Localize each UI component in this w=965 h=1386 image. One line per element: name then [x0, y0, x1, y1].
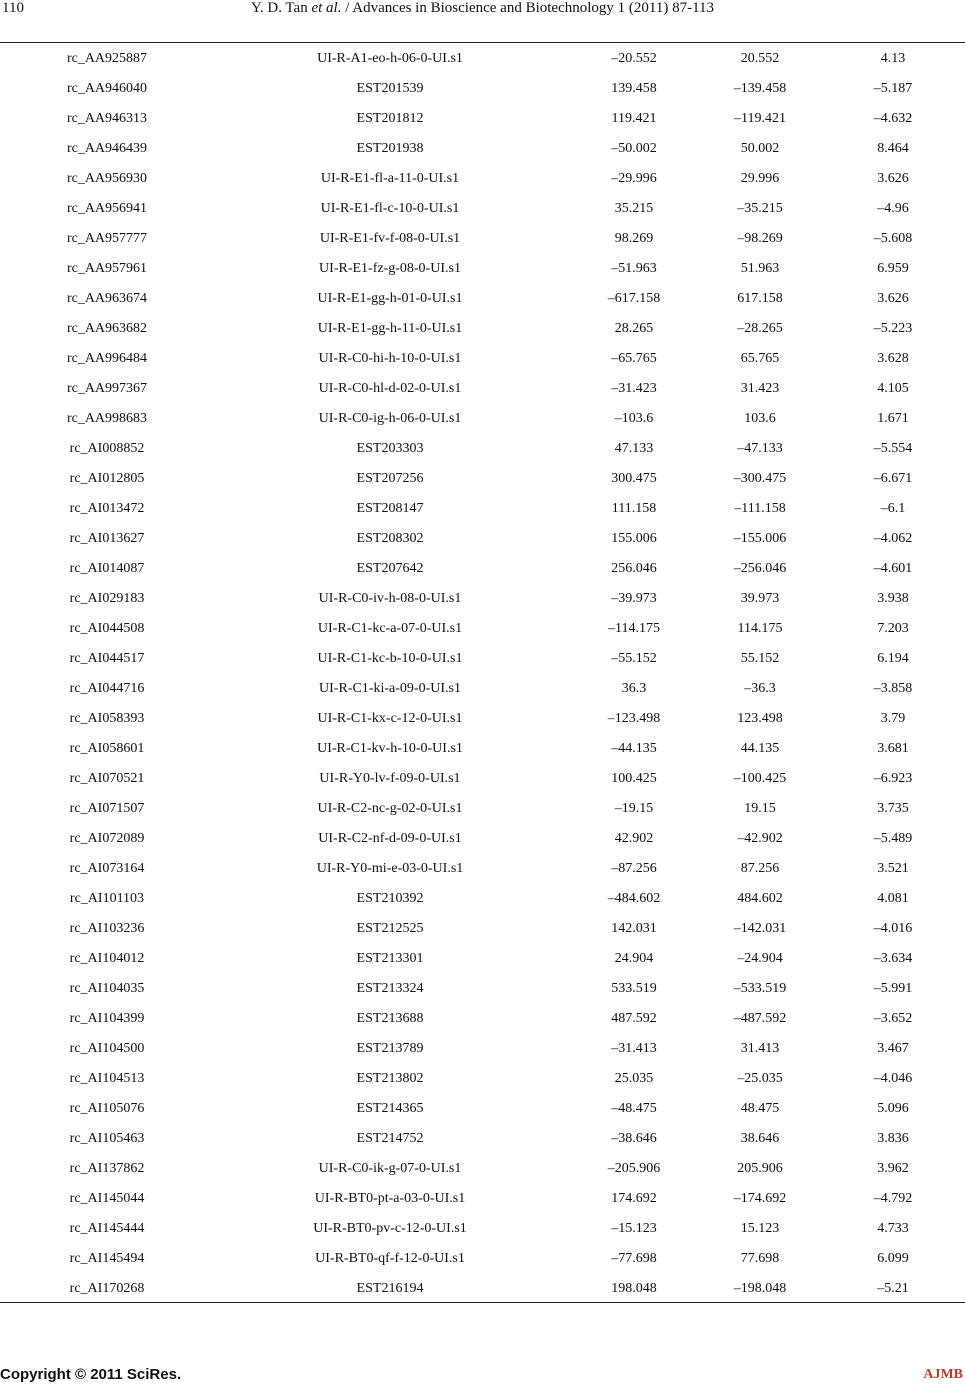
- clone-id-cell: UI-R-Y0-mi-e-03-0-UI.s1: [316, 861, 464, 876]
- value-b-cell: –155.006: [733, 531, 787, 546]
- clone-id-cell: EST207642: [356, 561, 424, 576]
- score-cell: 3.79: [880, 711, 906, 726]
- clone-id-cell: EST213802: [356, 1071, 424, 1086]
- value-a-cell: –50.002: [611, 141, 657, 156]
- table-row: [0, 673, 965, 703]
- gene-id-cell: rc_AI101103: [69, 891, 145, 906]
- gene-id-cell: rc_AA956941: [66, 201, 148, 216]
- gene-id-cell: rc_AI145444: [69, 1221, 145, 1236]
- gene-id-cell: rc_AI044517: [69, 651, 145, 666]
- header-authors: Y. D. Tan: [250, 0, 312, 16]
- clone-id-cell: EST201812: [356, 111, 424, 126]
- value-a-cell: –55.152: [611, 651, 657, 666]
- score-cell: 3.962: [877, 1161, 909, 1176]
- clone-id-cell: UI-R-C0-ig-h-06-0-UI.s1: [318, 411, 462, 426]
- clone-id-cell: EST207256: [356, 471, 424, 486]
- clone-id-cell: UI-R-C2-nf-d-09-0-UI.s1: [318, 831, 462, 846]
- value-b-cell: 55.152: [740, 651, 780, 666]
- value-b-cell: 103.6: [744, 411, 776, 426]
- value-a-cell: 155.006: [611, 531, 657, 546]
- clone-id-cell: UI-R-C1-kx-c-12-0-UI.s1: [317, 711, 463, 726]
- score-cell: 6.194: [877, 651, 909, 666]
- value-b-cell: –36.3: [744, 681, 776, 696]
- table-row: [0, 403, 965, 433]
- table-row: [0, 1003, 965, 1033]
- value-a-cell: –484.602: [607, 891, 661, 906]
- clone-id-cell: UI-R-E1-fl-c-10-0-UI.s1: [320, 201, 460, 216]
- table-row: [0, 1063, 965, 1093]
- value-b-cell: 19.15: [744, 801, 776, 816]
- clone-id-cell: UI-R-C0-iv-h-08-0-UI.s1: [318, 591, 462, 606]
- table-row: [0, 253, 965, 283]
- gene-id-cell: rc_AI145494: [69, 1251, 145, 1266]
- score-cell: –4.601: [873, 561, 913, 576]
- score-cell: –5.608: [873, 231, 913, 246]
- score-cell: –5.554: [873, 441, 913, 456]
- clone-id-cell: EST214752: [356, 1131, 424, 1146]
- header-et-al: et al.: [311, 0, 342, 16]
- value-b-cell: –256.046: [733, 561, 787, 576]
- clone-id-cell: UI-R-E1-fv-f-08-0-UI.s1: [319, 231, 461, 246]
- score-cell: 6.959: [877, 261, 909, 276]
- clone-id-cell: UI-R-C1-kc-a-07-0-UI.s1: [317, 621, 463, 636]
- gene-id-cell: rc_AA963682: [66, 321, 148, 336]
- value-a-cell: 100.425: [611, 771, 657, 786]
- page-number: 110: [2, 0, 24, 16]
- gene-id-cell: rc_AA996484: [66, 351, 148, 366]
- gene-id-cell: rc_AA956930: [66, 171, 148, 186]
- value-a-cell: 256.046: [611, 561, 657, 576]
- table-row: [0, 193, 965, 223]
- score-cell: 4.105: [877, 381, 909, 396]
- table-row: [0, 823, 965, 853]
- gene-id-cell: rc_AA925887: [66, 51, 148, 66]
- value-b-cell: 51.963: [740, 261, 780, 276]
- value-b-cell: –28.265: [737, 321, 783, 336]
- score-cell: –3.652: [873, 1011, 913, 1026]
- table-row: [0, 763, 965, 793]
- footer-journal-abbrev: AJMB: [923, 1367, 963, 1382]
- score-cell: 6.099: [877, 1251, 909, 1266]
- clone-id-cell: EST208302: [356, 531, 424, 546]
- table-row: [0, 103, 965, 133]
- table-row: [0, 1273, 965, 1303]
- value-b-cell: 484.602: [737, 891, 783, 906]
- table-row: [0, 793, 965, 823]
- value-b-cell: 15.123: [740, 1221, 780, 1236]
- clone-id-cell: EST216194: [356, 1281, 424, 1296]
- gene-id-cell: rc_AI137862: [69, 1161, 145, 1176]
- value-a-cell: –87.256: [611, 861, 657, 876]
- gene-id-cell: rc_AI104500: [69, 1041, 145, 1056]
- value-b-cell: 31.423: [740, 381, 780, 396]
- table-bottom-rule: [0, 1302, 965, 1303]
- clone-id-cell: UI-R-C2-nc-g-02-0-UI.s1: [317, 801, 463, 816]
- value-a-cell: –15.123: [611, 1221, 657, 1236]
- value-b-cell: –198.048: [733, 1281, 787, 1296]
- clone-id-cell: UI-R-C1-kv-h-10-0-UI.s1: [317, 741, 463, 756]
- clone-id-cell: EST208147: [356, 501, 424, 516]
- value-a-cell: 47.133: [614, 441, 654, 456]
- value-a-cell: 24.904: [614, 951, 654, 966]
- value-a-cell: 25.035: [614, 1071, 654, 1086]
- value-b-cell: –100.425: [733, 771, 787, 786]
- score-cell: –5.991: [873, 981, 913, 996]
- score-cell: 3.626: [877, 291, 909, 306]
- table-row: [0, 163, 965, 193]
- score-cell: –6.671: [873, 471, 913, 486]
- value-b-cell: –98.269: [737, 231, 783, 246]
- score-cell: 4.081: [877, 891, 909, 906]
- value-a-cell: 533.519: [611, 981, 657, 996]
- table-row: [0, 733, 965, 763]
- value-b-cell: –533.519: [733, 981, 787, 996]
- gene-id-cell: rc_AI029183: [69, 591, 145, 606]
- clone-id-cell: EST203303: [356, 441, 424, 456]
- score-cell: –6.1: [880, 501, 906, 516]
- value-a-cell: –31.413: [611, 1041, 657, 1056]
- score-cell: –4.632: [873, 111, 913, 126]
- table-row: [0, 313, 965, 343]
- score-cell: –5.223: [873, 321, 913, 336]
- value-a-cell: 174.692: [611, 1191, 657, 1206]
- table-row: [0, 1153, 965, 1183]
- gene-id-cell: rc_AI104513: [69, 1071, 145, 1086]
- score-cell: 1.671: [877, 411, 909, 426]
- gene-id-cell: rc_AI058601: [69, 741, 145, 756]
- value-b-cell: 87.256: [740, 861, 780, 876]
- clone-id-cell: UI-R-E1-gg-h-11-0-UI.s1: [317, 321, 463, 336]
- gene-id-cell: rc_AI013472: [69, 501, 145, 516]
- value-a-cell: 300.475: [611, 471, 657, 486]
- score-cell: –5.187: [873, 81, 913, 96]
- table-row: [0, 973, 965, 1003]
- table-row: [0, 433, 965, 463]
- clone-id-cell: EST213789: [356, 1041, 424, 1056]
- value-a-cell: –31.423: [611, 381, 657, 396]
- value-b-cell: 50.002: [740, 141, 780, 156]
- gene-id-cell: rc_AI104012: [69, 951, 145, 966]
- value-a-cell: 142.031: [611, 921, 657, 936]
- table-row: [0, 73, 965, 103]
- header-journal: / Advances in Bioscience and Biotechnology 1 (2011) 87-113: [341, 0, 715, 16]
- clone-id-cell: UI-R-BT0-qf-f-12-0-UI.s1: [315, 1251, 465, 1266]
- gene-id-cell: rc_AA957961: [66, 261, 148, 276]
- gene-id-cell: rc_AA946439: [66, 141, 148, 156]
- gene-id-cell: rc_AI105076: [69, 1101, 145, 1116]
- value-b-cell: 77.698: [740, 1251, 780, 1266]
- value-b-cell: 617.158: [737, 291, 783, 306]
- table-row: [0, 553, 965, 583]
- value-b-cell: –174.692: [733, 1191, 787, 1206]
- table-row: [0, 523, 965, 553]
- gene-id-cell: rc_AA957777: [66, 231, 148, 246]
- score-cell: 3.735: [877, 801, 909, 816]
- gene-id-cell: rc_AI044716: [69, 681, 145, 696]
- score-cell: 3.467: [877, 1041, 909, 1056]
- score-cell: –6.923: [873, 771, 913, 786]
- score-cell: 5.096: [877, 1101, 909, 1116]
- gene-id-cell: rc_AI014087: [69, 561, 145, 576]
- table-row: [0, 223, 965, 253]
- table-row: [0, 43, 965, 73]
- score-cell: 3.938: [877, 591, 909, 606]
- clone-id-cell: UI-R-BT0-pv-c-12-0-UI.s1: [313, 1221, 467, 1236]
- score-cell: 3.626: [877, 171, 909, 186]
- value-b-cell: –119.421: [734, 111, 786, 126]
- gene-id-cell: rc_AI073164: [69, 861, 145, 876]
- gene-id-cell: rc_AI044508: [69, 621, 145, 636]
- clone-id-cell: UI-R-C0-hi-h-10-0-UI.s1: [318, 351, 462, 366]
- value-a-cell: –205.906: [607, 1161, 661, 1176]
- clone-id-cell: UI-R-BT0-pt-a-03-0-UI.s1: [314, 1191, 466, 1206]
- gene-id-cell: rc_AA997367: [66, 381, 148, 396]
- score-cell: 8.464: [877, 141, 909, 156]
- score-cell: 3.521: [877, 861, 909, 876]
- score-cell: –4.046: [873, 1071, 913, 1086]
- score-cell: –4.792: [873, 1191, 913, 1206]
- value-b-cell: 205.906: [737, 1161, 783, 1176]
- gene-id-cell: rc_AI145044: [69, 1191, 145, 1206]
- table-row: [0, 1123, 965, 1153]
- table-row: [0, 463, 965, 493]
- score-cell: 4.733: [877, 1221, 909, 1236]
- clone-id-cell: EST212525: [356, 921, 424, 936]
- value-b-cell: 38.646: [740, 1131, 780, 1146]
- table-row: [0, 1243, 965, 1273]
- clone-id-cell: UI-R-E1-fz-g-08-0-UI.s1: [319, 261, 461, 276]
- table-row: [0, 583, 965, 613]
- table-row: [0, 1213, 965, 1243]
- table-row: [0, 373, 965, 403]
- value-b-cell: 123.498: [737, 711, 783, 726]
- value-b-cell: –139.458: [733, 81, 787, 96]
- gene-id-cell: rc_AI012805: [69, 471, 145, 486]
- score-cell: –5.21: [877, 1281, 909, 1296]
- score-cell: –4.062: [873, 531, 913, 546]
- clone-id-cell: UI-R-Y0-lv-f-09-0-UI.s1: [319, 771, 461, 786]
- value-a-cell: 98.269: [614, 231, 654, 246]
- gene-id-cell: rc_AA963674: [66, 291, 148, 306]
- gene-id-cell: rc_AI103236: [69, 921, 145, 936]
- clone-id-cell: UI-R-E1-fl-a-11-0-UI.s1: [320, 171, 460, 186]
- score-cell: 3.681: [877, 741, 909, 756]
- gene-id-cell: rc_AI070521: [69, 771, 145, 786]
- clone-id-cell: EST201539: [356, 81, 424, 96]
- value-a-cell: –65.765: [611, 351, 657, 366]
- table-row: [0, 703, 965, 733]
- value-a-cell: 36.3: [621, 681, 647, 696]
- score-cell: –5.489: [873, 831, 913, 846]
- clone-id-cell: EST201938: [356, 141, 424, 156]
- value-b-cell: –111.158: [734, 501, 786, 516]
- clone-id-cell: EST213301: [356, 951, 424, 966]
- footer-copyright: Copyright © 2011 SciRes.: [0, 1366, 182, 1383]
- value-a-cell: –44.135: [611, 741, 657, 756]
- score-cell: –4.016: [873, 921, 913, 936]
- clone-id-cell: EST210392: [356, 891, 424, 906]
- table-row: [0, 1183, 965, 1213]
- running-header: [0, 0, 965, 22]
- gene-id-cell: rc_AI170268: [69, 1281, 145, 1296]
- value-b-cell: 29.996: [740, 171, 780, 186]
- table-row: [0, 1033, 965, 1063]
- table-row: [0, 1093, 965, 1123]
- table-row: [0, 913, 965, 943]
- clone-id-cell: UI-R-E1-gg-h-01-0-UI.s1: [317, 291, 463, 306]
- gene-id-cell: rc_AI013627: [69, 531, 145, 546]
- value-b-cell: 31.413: [740, 1041, 780, 1056]
- table-row: [0, 133, 965, 163]
- value-b-cell: 39.973: [740, 591, 780, 606]
- gene-id-cell: rc_AI104399: [69, 1011, 145, 1026]
- score-cell: –3.858: [873, 681, 913, 696]
- value-b-cell: 114.175: [737, 621, 783, 636]
- clone-id-cell: EST214365: [356, 1101, 424, 1116]
- value-a-cell: –20.552: [611, 51, 657, 66]
- table-row: [0, 943, 965, 973]
- score-cell: 3.836: [877, 1131, 909, 1146]
- clone-id-cell: UI-R-C1-kc-b-10-0-UI.s1: [317, 651, 463, 666]
- value-b-cell: –35.215: [737, 201, 783, 216]
- value-b-cell: –47.133: [737, 441, 783, 456]
- value-a-cell: –103.6: [614, 411, 654, 426]
- table-row: [0, 613, 965, 643]
- data-table: [0, 43, 965, 1303]
- gene-id-cell: rc_AI008852: [69, 441, 145, 456]
- value-a-cell: –48.475: [611, 1101, 657, 1116]
- clone-id-cell: UI-R-C0-ik-g-07-0-UI.s1: [318, 1161, 462, 1176]
- value-b-cell: –300.475: [733, 471, 787, 486]
- gene-id-cell: rc_AA946040: [66, 81, 148, 96]
- table-row: [0, 343, 965, 373]
- value-a-cell: –39.973: [611, 591, 657, 606]
- score-cell: 7.203: [877, 621, 909, 636]
- clone-id-cell: UI-R-A1-eo-h-06-0-UI.s1: [317, 51, 463, 66]
- value-a-cell: –19.15: [614, 801, 654, 816]
- table-row: [0, 283, 965, 313]
- gene-id-cell: rc_AA998683: [66, 411, 148, 426]
- clone-id-cell: UI-R-C1-ki-a-09-0-UI.s1: [319, 681, 461, 696]
- table-row: [0, 853, 965, 883]
- gene-id-cell: rc_AI105463: [69, 1131, 145, 1146]
- value-b-cell: –487.592: [733, 1011, 787, 1026]
- gene-id-cell: rc_AI071507: [69, 801, 145, 816]
- value-b-cell: –25.035: [737, 1071, 783, 1086]
- score-cell: 4.13: [880, 51, 906, 66]
- value-a-cell: –29.996: [611, 171, 657, 186]
- score-cell: –3.634: [873, 951, 913, 966]
- value-a-cell: –38.646: [611, 1131, 657, 1146]
- gene-id-cell: rc_AI072089: [69, 831, 145, 846]
- table-row: [0, 493, 965, 523]
- value-a-cell: –617.158: [607, 291, 661, 306]
- gene-id-cell: rc_AI058393: [69, 711, 145, 726]
- value-b-cell: –24.904: [737, 951, 783, 966]
- value-a-cell: 139.458: [611, 81, 657, 96]
- value-b-cell: 65.765: [740, 351, 780, 366]
- value-b-cell: –42.902: [737, 831, 783, 846]
- table-row: [0, 883, 965, 913]
- clone-id-cell: UI-R-C0-hl-d-02-0-UI.s1: [318, 381, 462, 396]
- value-a-cell: –77.698: [611, 1251, 657, 1266]
- value-a-cell: 198.048: [611, 1281, 657, 1296]
- score-cell: 3.628: [877, 351, 909, 366]
- table-row: [0, 643, 965, 673]
- score-cell: –4.96: [877, 201, 909, 216]
- clone-id-cell: EST213688: [356, 1011, 424, 1026]
- value-a-cell: 42.902: [614, 831, 654, 846]
- value-a-cell: –123.498: [607, 711, 661, 726]
- value-b-cell: 44.135: [740, 741, 780, 756]
- value-b-cell: –142.031: [733, 921, 787, 936]
- value-a-cell: 119.421: [611, 111, 657, 126]
- value-a-cell: –51.963: [611, 261, 657, 276]
- value-a-cell: 487.592: [611, 1011, 657, 1026]
- gene-id-cell: rc_AA946313: [66, 111, 148, 126]
- running-title: [0, 0, 965, 17]
- value-b-cell: 20.552: [740, 51, 780, 66]
- value-a-cell: 28.265: [614, 321, 654, 336]
- gene-id-cell: rc_AI104035: [69, 981, 145, 996]
- value-b-cell: 48.475: [740, 1101, 780, 1116]
- value-a-cell: –114.175: [608, 621, 660, 636]
- value-a-cell: 111.158: [611, 501, 657, 516]
- value-a-cell: 35.215: [614, 201, 654, 216]
- clone-id-cell: EST213324: [356, 981, 424, 996]
